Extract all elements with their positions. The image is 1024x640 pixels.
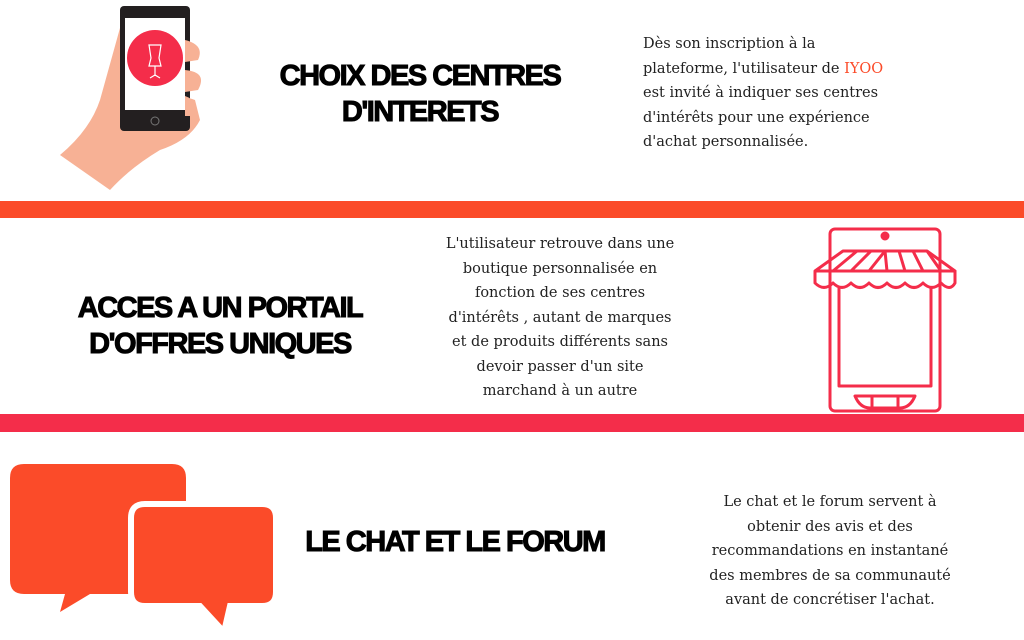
hand-phone-icon [50, 0, 210, 195]
text-line: obtenir des avis et des [747, 518, 913, 535]
title-line: D'INTERETS [341, 96, 499, 128]
text-line: d'intérêts , autant de marques [448, 309, 672, 326]
text-line: et de produits différents sans [452, 334, 668, 350]
text-line: d'achat personnalisée. [643, 134, 809, 150]
section2-description [400, 232, 720, 404]
text-line [643, 57, 883, 82]
text-line: boutique personnalisée en [462, 260, 658, 277]
section1-description [643, 32, 883, 155]
text-line: marchand à un autre [482, 383, 638, 399]
section1-title [250, 58, 590, 130]
mobile-shop-icon [810, 226, 960, 416]
text-line: Dès son inscription à la [643, 36, 816, 52]
text-line: des membres de sa communauté [709, 567, 951, 584]
brand-name: IYOO [844, 60, 884, 77]
text-part: plateforme, l'utilisateur de [643, 60, 845, 77]
title-line: CHOIX DES CENTRES [279, 60, 561, 92]
text-line: est invité à indiquer ses centres [643, 85, 879, 101]
section3-description [670, 490, 990, 613]
title-line: LE CHAT ET LE FORUM [305, 526, 605, 558]
red-divider [0, 414, 1024, 432]
chat-bubbles-icon [10, 462, 280, 634]
text-line: avant de concrétiser l'achat. [725, 592, 935, 608]
text-line: recommandations en instantané [711, 543, 949, 559]
text-line: d'intérêts pour une expérience [643, 109, 870, 126]
title-line: D'OFFRES UNIQUES [89, 328, 351, 360]
section3-title [300, 524, 610, 560]
text-line: L'utilisateur retrouve dans une [445, 236, 675, 252]
orange-divider [0, 201, 1024, 218]
text-line: Le chat et le forum servent à [723, 494, 937, 510]
title-line: ACCES A UN PORTAIL [77, 292, 363, 324]
text-line: fonction de ses centres [474, 285, 646, 301]
section2-title [60, 290, 380, 362]
text-line: devoir passer d'un site [476, 358, 644, 375]
